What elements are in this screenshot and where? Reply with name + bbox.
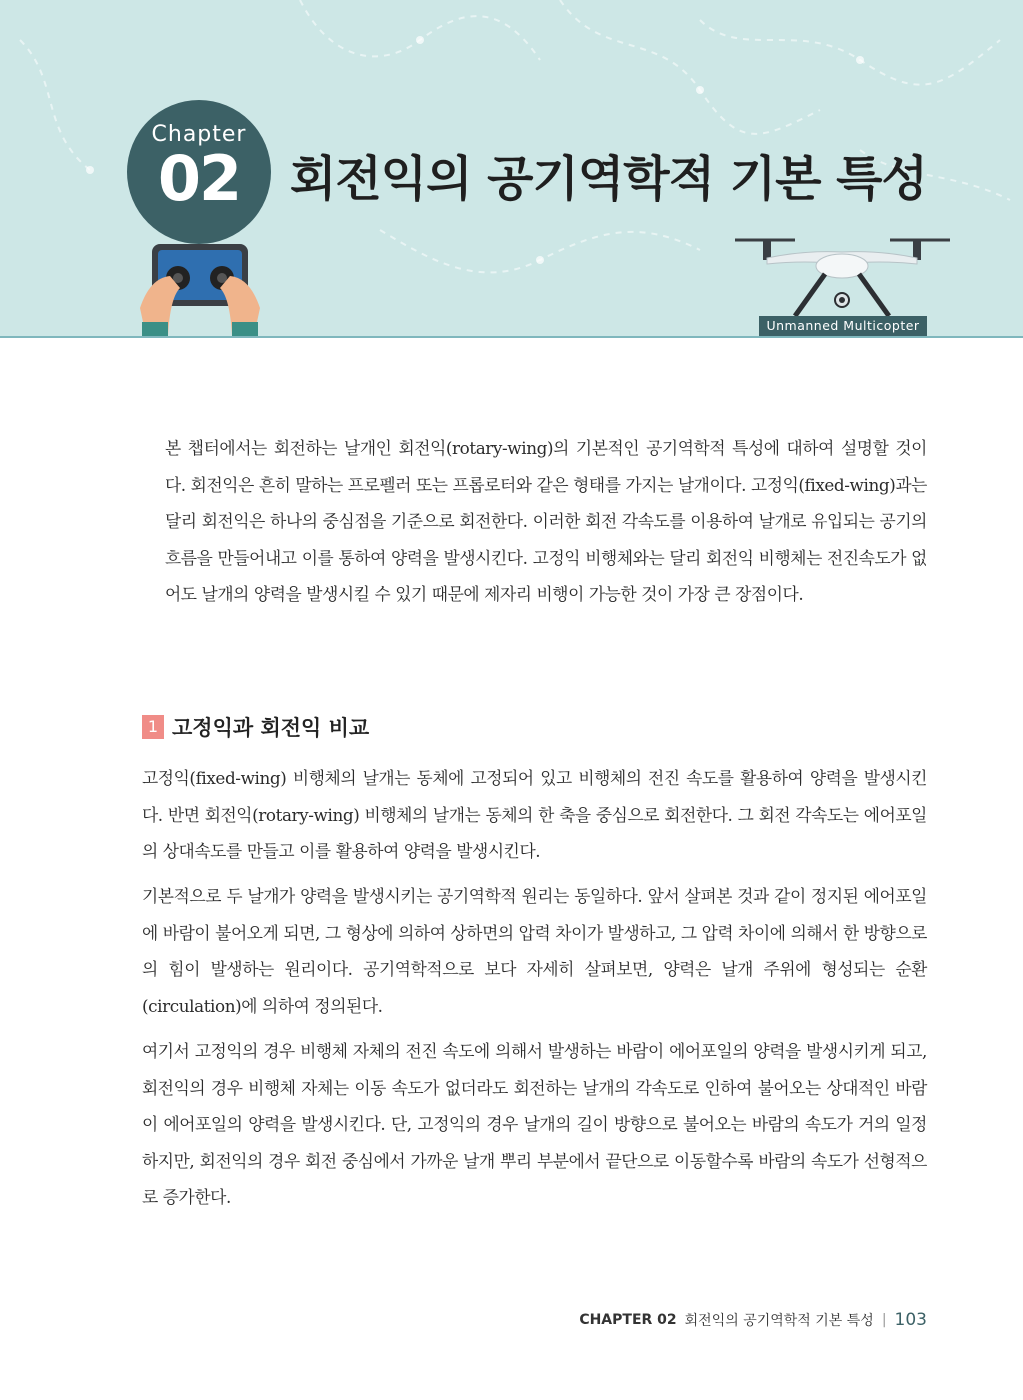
body-paragraph: 기본적으로 두 날개가 양력을 발생시키는 공기역학적 원리는 동일하다. 앞서 살펴본 것과 같이 정지된 에어포일에 바람이 불어오게 되면, 그 형상에 의하여 상하면의 압력 차이가 발생하고, 그 압력 차이에 의해서 한 방향으로의 힘이 발생하는 원리이다. 공기역학적으로 보다 자세히 살펴보면, 양력은 날개 주위에 형성되는 순환(circulation)에 의하여 정의된다. <box>142 886 927 1016</box>
footer-chapter: CHAPTER 02 <box>579 1312 677 1328</box>
page-footer <box>579 1310 927 1330</box>
body-paragraph: 여기서 고정익의 경우 비행체 자체의 전진 속도에 의해서 발생하는 바람이 에어포일의 양력을 발생시키게 되고, 회전익의 경우 비행체 자체는 이동 속도가 없더라도 회전하는 날개의 각속도로 인하여 불어오는 상대적인 바람이 에어포일의 양력을 발생시킨다. 단, 고정익의 경우 날개의 길이 방향으로 불어오는 바람의 속도가 거의 일정하지만, 회전익의 경우 회전 중심에서 가까운 날개 뿌리 부분에서 끝단으로 이동할수록 바람의 속도가 선형적으로 증가한다. <box>142 1041 927 1207</box>
drone-icon <box>735 230 950 320</box>
chapter-header <box>0 0 1023 338</box>
chapter-title: 회전익의 공기역학적 기본 특성 <box>290 151 927 207</box>
chapter-badge <box>127 100 271 244</box>
intro-paragraph: 본 챕터에서는 회전하는 날개인 회전익(rotary-wing)의 기본적인 공기역학적 특성에 대하여 설명할 것이다. 회전익은 흔히 말하는 프로펠러 또는 프롭로터와 같은 형태를 가지는 날개이다. 고정익(fixed-wing)과는 달리 회전익은 하나의 중심점을 기준으로 회전한다. 이러한 회전 각속도를 이용하여 날개로 유입되는 공기의 흐름을 만들어내고 이를 통하여 양력을 발생시킨다. 고정익 비행체와는 달리 회전익 비행체는 전진속도가 없어도 날개의 양력을 발생시킬 수 있기 때문에 제자리 비행이 가능한 것이 가장 큰 장점이다. <box>165 438 927 604</box>
section-title: 고정익과 회전익 비교 <box>172 716 370 740</box>
chapter-label: Chapter <box>151 122 247 147</box>
footer-title: 회전익의 공기역학적 기본 특성 <box>684 1313 874 1329</box>
remote-controller-icon <box>140 238 260 336</box>
section-heading <box>142 712 369 742</box>
page-number: 103 <box>894 1310 927 1330</box>
body-paragraph: 고정익(fixed-wing) 비행체의 날개는 동체에 고정되어 있고 비행체의 전진 속도를 활용하여 양력을 발생시킨다. 반면 회전익(rotary-wing) 비행체의 날개는 동체의 한 축을 중심으로 회전한다. 그 회전 각속도는 에어포일의 상대속도를 만들고 이를 활용하여 양력을 발생시킨다. <box>142 768 927 861</box>
footer-separator: | <box>881 1312 887 1328</box>
section-number-badge: 1 <box>142 715 164 739</box>
chapter-number: 02 <box>157 142 241 215</box>
unmanned-multicopter-label: Unmanned Multicopter <box>759 316 927 336</box>
